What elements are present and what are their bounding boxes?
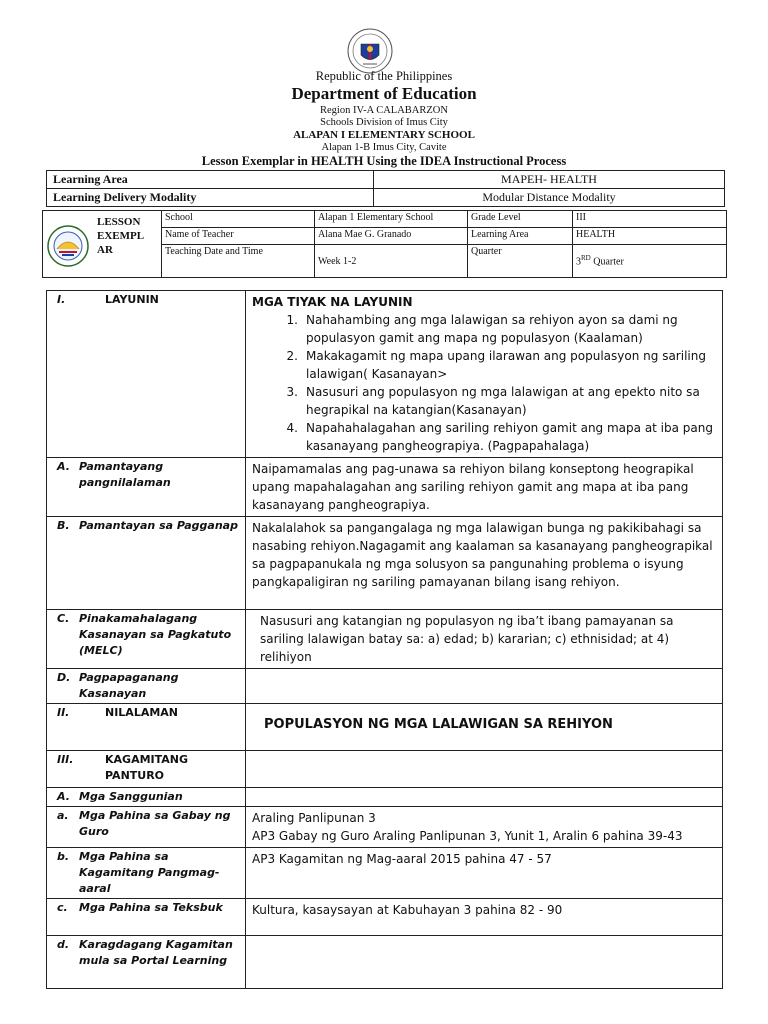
section-label: Mga Sanggunian [79, 790, 183, 803]
pagganap-content-cell: Nakalalahok sa pangangalaga ng mga lalawigan bunga ng pakikibahagi sa nasabing rehiyon.Nagagamit ang kaalaman sa kasanayang pangheograpikal sa pagpapanukala ng mga solusyon sa pangunahing problema o isyung pangkapaligiran ng sariling pamayanan bilang isang rehiyon. [246, 517, 723, 610]
layunin-content-cell [246, 291, 723, 458]
section-number: B. [57, 519, 70, 532]
table-row [47, 171, 725, 189]
pamantayang-content-cell: Naipamamalas ang pag-unawa sa rehiyon bilang konseptong heograpikal upang mapahalagahan ang sariling rehiyon gamit ang mapa at iba pang kasanayang pangheograpiya. [246, 458, 723, 517]
gabay-label-cell [47, 807, 246, 848]
section-number: II. [57, 706, 70, 719]
section-number: III. [57, 753, 74, 766]
section-label: Mga Pahina sa Gabay ng Guro [79, 809, 231, 838]
grade-level-value: III [573, 211, 727, 228]
table-row [47, 899, 723, 936]
portal-label-cell [47, 936, 246, 989]
teaching-date-value: Week 1-2 [315, 245, 468, 278]
list-item [252, 419, 716, 455]
section-number: b. [57, 850, 70, 863]
quarter-value [573, 245, 727, 278]
melc-label-cell [47, 610, 246, 669]
school-logo-icon [47, 225, 89, 267]
learning-area-label-2: Learning Area [468, 228, 573, 245]
lesson-title: Lesson Exemplar in HEALTH Using the IDEA Instructional Process [201, 154, 567, 168]
table-row [43, 211, 727, 228]
section-label: Mga Pahina sa Kagamitang Pangmag-aaral [79, 850, 220, 895]
section-label: Pagpapaganang Kasanayan [79, 671, 179, 700]
header-republic: Republic of the Philippines [315, 69, 453, 83]
quarter-number: 3 [576, 256, 581, 268]
table-row [47, 458, 723, 517]
list-item [252, 383, 716, 419]
section-label: Karagdagang Kagamitan mula sa Portal Learning [79, 938, 233, 967]
portal-content-cell [246, 936, 723, 989]
pagpapaganang-content-cell [246, 669, 723, 704]
gabay-content-cell [246, 807, 723, 848]
lesson-logo-cell [43, 211, 162, 278]
objective-text: Makakagamit ng mapa upang ilarawan ang populasyon ng sariling lalawigan( Kasanayan> [306, 349, 706, 381]
quarter-label: Quarter [468, 245, 573, 278]
teksbuk-content-cell: Kultura, kasaysayan at Kabuhayan 3 pahina 82 - 90 [246, 899, 723, 936]
table-row [47, 848, 723, 899]
learning-area-value-2: HEALTH [573, 228, 727, 245]
table-row [47, 189, 725, 207]
gabay-line-1: Araling Panlipunan 3 [252, 811, 376, 825]
section-label: KAGAMITANG PANTURO [105, 753, 189, 782]
objectives-list [252, 311, 716, 455]
section-number: C. [57, 612, 70, 625]
table-row [47, 291, 723, 458]
header-school: ALAPAN I ELEMENTARY SCHOOL [293, 129, 475, 141]
objective-number: 2. [286, 349, 298, 363]
gabay-line-2: AP3 Gabay ng Guro Araling Panlipunan 3, Yunit 1, Aralin 6 pahina 39-43 [252, 829, 683, 843]
section-number: I. [57, 293, 66, 306]
section-label: Pinakamahalagang Kasanayan sa Pagkatuto (MELC) [79, 612, 232, 657]
table-row [47, 936, 723, 989]
section-label: Pamantayan sa Pagganap [79, 519, 238, 532]
teksbuk-label-cell [47, 899, 246, 936]
kagamitang-label-cell [47, 751, 246, 788]
section-label: Pamantayang pangnilalaman [79, 460, 171, 489]
kagamitan-label-cell [47, 848, 246, 899]
quarter-word: Quarter [590, 256, 624, 268]
pagpapaganang-label-cell [47, 669, 246, 704]
objective-number: 4. [286, 421, 298, 435]
school-label: School [162, 211, 315, 228]
melc-content-cell: Nasusuri ang katangian ng populasyon ng iba’t ibang pamayanan sa sariling lalawigan batay sa: a) edad; b) kararian; c) ethnisidad; at 4) relihiyon [246, 610, 723, 669]
section-label: NILALAMAN [105, 706, 179, 719]
section-label: LAYUNIN [105, 293, 159, 306]
list-item [252, 311, 716, 347]
grade-level-label: Grade Level [468, 211, 573, 228]
header-division: Schools Division of Imus City [320, 117, 448, 128]
objective-text: Nasusuri ang populasyon ng mga lalawigan at ang epekto nito sa hegrapikal na katangian(Kasanayan) [306, 385, 700, 417]
nilalaman-content-cell [246, 704, 723, 751]
school-value: Alapan 1 Elementary School [315, 211, 468, 228]
section-number: d. [57, 938, 70, 951]
objective-text: Napahahalagahan ang sariling rehiyon gamit ang mapa at iba pang kasanayang pangheograpiya. (Pagpapahalaga) [306, 421, 713, 453]
table-row [47, 517, 723, 610]
list-item [252, 347, 716, 383]
learning-area-value: MAPEH- HEALTH [374, 171, 725, 189]
header-address: Alapan 1-B Imus City, Cavite [321, 142, 447, 153]
sanggunian-label-cell [47, 788, 246, 807]
table-row [47, 610, 723, 669]
pamantayang-label-cell [47, 458, 246, 517]
table-row [47, 669, 723, 704]
section-number: A. [57, 460, 70, 473]
header-region: Region IV-A CALABARZON [320, 105, 448, 116]
nilalaman-label-cell [47, 704, 246, 751]
section-number: a. [57, 809, 69, 822]
section-number: c. [57, 901, 68, 914]
objective-text: Nahahambing ang mga lalawigan sa rehiyon ayon sa dami ng populasyon gamit ang mapa ng populasyon (Kaalaman) [306, 313, 678, 345]
deped-seal-icon [347, 28, 393, 74]
topic-title: POPULASYON NG MGA LALAWIGAN SA REHIYON [264, 717, 613, 732]
table-row [47, 704, 723, 751]
quarter-suffix: RD [581, 254, 591, 263]
teaching-date-label: Teaching Date and Time [162, 245, 315, 278]
section-number: A. [57, 790, 70, 803]
lesson-plan-table [46, 290, 723, 989]
teacher-label: Name of Teacher [162, 228, 315, 245]
teacher-value: Alana Mae G. Granado [315, 228, 468, 245]
learning-area-label: Learning Area [47, 171, 374, 189]
kagamitang-content-cell [246, 751, 723, 788]
modality-label: Learning Delivery Modality [47, 189, 374, 207]
table-row [47, 807, 723, 848]
sanggunian-content-cell [246, 788, 723, 807]
objective-number: 3. [286, 385, 298, 399]
kagamitan-content-cell: AP3 Kagamitan ng Mag-aaral 2015 pahina 47 - 57 [246, 848, 723, 899]
learning-info-table [46, 170, 725, 207]
modality-value: Modular Distance Modality [374, 189, 725, 207]
objectives-title: MGA TIYAK NA LAYUNIN [252, 295, 413, 309]
lesson-details-table [42, 210, 727, 278]
header-department: Department of Education [291, 84, 477, 103]
objective-number: 1. [286, 313, 298, 327]
section-label: Mga Pahina sa Teksbuk [79, 901, 223, 914]
layunin-label-cell [47, 291, 246, 458]
table-row [47, 788, 723, 807]
section-number: D. [57, 671, 71, 684]
lesson-exemplar-label: LESSON EXEMPL AR [97, 216, 144, 256]
table-row [47, 751, 723, 788]
pagganap-label-cell [47, 517, 246, 610]
